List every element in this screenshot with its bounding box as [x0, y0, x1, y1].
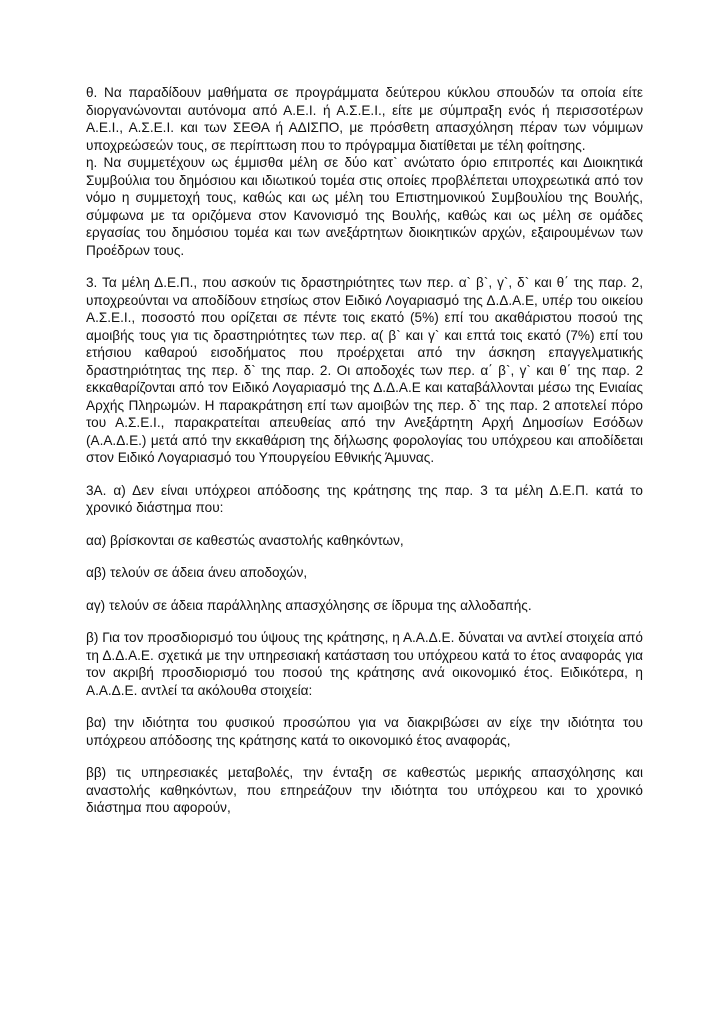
item-ab: αβ) τελούν σε άδεια άνευ αποδοχών,	[86, 565, 308, 580]
item-aa: αα) βρίσκονται σε καθεστώς αναστολής καθηκόντων,	[86, 532, 404, 548]
item-ag: αγ) τελούν σε άδεια παράλληλης απασχόλησης σε ίδρυμα της αλλοδαπής.	[86, 597, 532, 613]
item-ba: βα) την ιδιότητα του φυσικού προσώπου για να διακριβώσει αν είχε την ιδιότητα του υπόχρεου απόδοσης της κράτησης κατά το οικονομικό έτος αναφοράς,	[86, 715, 643, 748]
document-page	[86, 84, 643, 817]
paragraph-theta: θ. Να παραδίδουν μαθήματα σε προγράμματα δεύτερου κύκλου σπουδών τα οποία είτε διοργανώνονται αυτόνομα από Α.Ε.Ι. ή Α.Σ.Ε.Ι., είτε με σύμπραξη ενός ή περισσοτέρων Α.Ε.Ι., Α.Σ.Ε.Ι. και των ΣΕΘΑ ή ΑΔΙΣΠΟ, με πρόσθετη απασχόληση πέραν των νόμιμων υποχρεώσεών τους, σε περίπτωση που το πρόγραμμα διατίθεται με τέλη φοίτησης.	[86, 85, 643, 153]
paragraph-3: 3. Τα μέλη Δ.Ε.Π., που ασκούν τις δραστηριότητες των περ. α` β`, γ`, δ` και θ΄ της παρ. 2, υποχρεούνται να αποδίδουν ετησίως στον Ειδικό Λογαριασμό της Δ.Δ.Α.Ε, υπέρ του οικείου Α.Σ.Ε.Ι., ποσοστό που ορίζεται σε πέντε τοις εκατό (5%) επί του ακαθάριστου ποσού της αμοιβής τους για τις δραστηριότητες των περ. α( β` και γ` και επτά τοις εκατό (7%) επί του ετήσιου καθαρού εισοδήματος που προέρχεται από την άσκηση επαγγελματικής δραστηριότητας της περ. δ` της παρ. 2. Οι αποδοχές των περ. α΄ β`, γ` και θ΄ της παρ. 2 εκκαθαρίζονται από τον Ειδικό Λογαριασμό της Δ.Δ.Α.Ε και καταβάλλονται μέσω της Ενιαίας Αρχής Πληρωμών. Η παρακράτηση επί των αμοιβών της περ. δ` της παρ. 2 αποτελεί πόρο του Α.Σ.Ε.Ι., παρακρατείται απευθείας από την Ανεξάρτητη Αρχή Δημοσίων Εσόδων (Α.Α.Δ.Ε.) μετά από την εκκαθάριση της δήλωσης φορολογίας του υπόχρεου και αποδίδεται στον Ειδικό Λογαριασμό του Υπουργείου Εθνικής Άμυνας.	[86, 275, 643, 465]
paragraph-b: β) Για τον προσδιορισμό του ύψους της κράτησης, η Α.Α.Δ.Ε. δύναται να αντλεί στοιχεία από τη Δ.Δ.Α.Ε. σχετικά με την υπηρεσιακή κατάσταση του υπόχρεου κατά το έτος αναφοράς για τον ακριβή προσδιορισμό του ποσού της κράτησης ανά οικονομικό έτος. Ειδικότερα, η Α.Α.Δ.Ε. αντλεί τα ακόλουθα στοιχεία:	[86, 630, 643, 698]
item-bb: ββ) τις υπηρεσιακές μεταβολές, την ένταξη σε καθεστώς μερικής απασχόλησης και αναστολής καθηκόντων, που επηρεάζουν την ιδιότητα του υπόχρεου και το χρονικό διάστημα που αφορούν,	[86, 765, 643, 815]
paragraph-eta: η. Να συμμετέχουν ως έμμισθα μέλη σε δύο κατ` ανώτατο όριο επιτροπές και Διοικητικά Συμβούλια του δημόσιου και ιδιωτικού τομέα στις οποίες προβλέπεται υποχρεωτικά από τον νόμο η συμμετοχή τους, καθώς και ως μέλη του Επιστημονικού Συμβουλίου της Βουλής, σύμφωνα με τα οριζόμενα στον Κανονισμό της Βουλής, καθώς και ως μέλη σε ομάδες εργασίας του δημόσιου τομέα και των ανεξάρτητων διοικητικών αρχών, εξαιρουμένων των Προέδρων τους.	[86, 155, 643, 258]
paragraph-3a: 3Α. α) Δεν είναι υπόχρεοι απόδοσης της κράτησης της παρ. 3 τα μέλη Δ.Ε.Π. κατά το χρονικό διάστημα που:	[86, 482, 643, 515]
